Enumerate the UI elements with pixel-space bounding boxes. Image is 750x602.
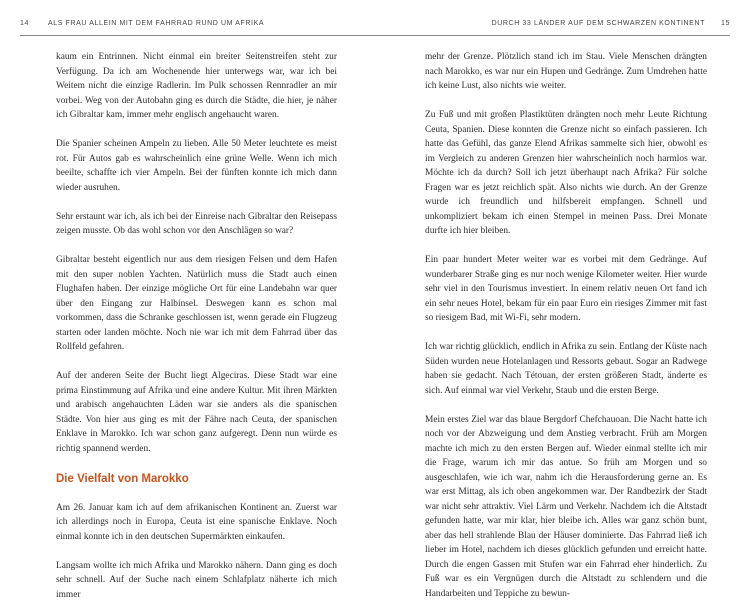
paragraph: Auf der anderen Seite der Bucht liegt Algeciras. Diese Stadt war eine prima Einstimmung auf Afrika und eine andere Kultur. Mit ihren Märkten und arabisch angehauchten Läden war sie anders als die spanischen Städte. Von hier aus ging es mit der Fähre nach Ceuta, der spanischen Enklave in Marokko. Ich war schon ganz aufgeregt. Denn nun würde es richtig spannend werden. — [56, 369, 337, 456]
paragraph: Sehr erstaunt war ich, als ich bei der Einreise nach Gibraltar den Reisepass zeigen musste. Ob das wohl schon vor den Anschlägen so war? — [56, 210, 337, 239]
paragraph: Langsam wollte ich mich Afrika und Marokko nähern. Dann ging es doch sehr schnell. Auf der Suche nach einem Schlafplatz näherte ich mich immer — [56, 559, 337, 602]
paragraph: Ein paar hundert Meter weiter war es vorbei mit dem Gedränge. Auf wunderbarer Straße ging es nur noch wenige Kilometer weiter. Hier wurde sehr viel in den Tourismus investiert. In einem relativ neuen Ort fand ich ein sehr neues Hotel, bekam für ein paar Euro ein riesiges Zimmer mit fast so riesigem Bad, mit Wi-Fi, sehr modern. — [425, 253, 707, 326]
running-head-right: DURCH 33 LÄNDER AUF DEM SCHWARZEN KONTINENT — [492, 20, 705, 27]
paragraph: mehr der Grenze. Plötzlich stand ich im Stau. Viele Menschen drängten nach Marokko, es war nur ein Hupen und Gedränge. Zum Umdrehen hatte ich keine Lust, also nichts wie weiter. — [425, 50, 707, 94]
paragraph: Die Spanier scheinen Ampeln zu lieben. Alle 50 Meter leuchtete es meist rot. Für Autos gab es wahrscheinlich eine grüne Welle. Wenn ich mich beeilte, schaffte ich vier Ampeln. Bei der fünften konnte ich mich dann wieder ausruhen. — [56, 137, 337, 195]
paragraph: Gibraltar besteht eigentlich nur aus dem riesigen Felsen und dem Hafen mit den super noblen Yachten. Natürlich muss die Stadt auch einen Flughafen haben. Der einzige mögliche Ort für eine Landebahn war quer über den Eingang zur Halbinsel. Deswegen kann es schon mal vorkommen, dass die Schranke geschlossen ist, wenn gerade ein Flugzeug starten oder landen möchte. Noch nie war ich mit dem Fahrrad über das Rollfeld gefahren. — [56, 253, 337, 355]
paragraph: Zu Fuß und mit großen Plastiktüten drängten noch mehr Leute Richtung Ceuta, Spanien. Diese konnten die Grenze nicht so einfach passieren. Ich hatte das Gefühl, das ganze Elend Afrikas sammelte sich hier, obwohl es im Vergleich zu anderen Grenzen hier wahrscheinlich noch harmlos war. Möchte ich da durch? Soll ich jetzt überhaupt nach Afrika? Für solche Fragen war es jetzt reichlich spät. Also nichts wie durch. An der Grenze wurde ich freundlich und hilfsbereit empfangen. Schnell und unkompliziert bekam ich einen Stempel in meinen Pass. Drei Monate durfte ich hier bleiben. — [425, 108, 707, 239]
right-page — [375, 0, 750, 536]
paragraph: Am 26. Januar kam ich auf dem afrikanischen Kontinent an. Zuerst war ich allerdings noch in Europa, Ceuta ist eine spanische Enklave. Noch einmal konnte ich in den deutschen Supermärkten einkaufen. — [56, 501, 337, 545]
paragraph: kaum ein Entrinnen. Nicht einmal ein breiter Seitenstreifen steht zur Verfügung. Da ich am Wochenende hier unterwegs war, war ich bei Weitem nicht die einzige Radlerin. Im Pulk schossen Rennradler an mir vorbei. Weg von der Autobahn ging es durch die Städte, die hier, je näher ich Gibraltar kam, immer mehr englisch angehaucht waren. — [56, 50, 337, 123]
header-rule-left — [20, 35, 375, 36]
page-number-left: 14 — [20, 20, 29, 27]
left-page — [0, 0, 375, 536]
header-rule-right — [375, 35, 730, 36]
paragraph: Mein erstes Ziel war das blaue Bergdorf Chefchauoan. Die Nacht hatte ich noch vor der Abzweigung und dem Anstieg verbracht. Früh am Morgen machte ich mich zu den ersten Bergen auf. Wieder einmal stellte ich mir die Frage, warum ich mir das antue. So früh am Morgen und so ausgeschlafen, wie ich war, nahm ich die Herausforderung gerne an. Es war erst Mittag, als ich oben angekommen war. Der Randbezirk der Stadt war nicht sehr attraktiv. Viel Lärm und Verkehr. Nachdem ich die Altstadt gefunden hatte, war mir klar, hier bleibe ich. Alles war ganz schön bunt, aber das hell strahlende Blau der Häuser dominierte. Das Fahrrad ließ ich lieber im Hotel, nachdem ich dieses glücklich gefunden und erreicht hatte. Durch die engen Gassen mit Stufen war ein Fahrrad eher hinderlich. Zu Fuß war es ein Vergnügen durch die Altstadt zu schlendern und die Handarbeiten und Teppiche zu bewun- — [425, 413, 707, 602]
page-number-right: 15 — [721, 20, 730, 27]
text-column-left — [56, 50, 337, 602]
paragraph: Ich war richtig glücklich, endlich in Afrika zu sein. Entlang der Küste nach Süden wurden neue Hotelanlagen und Ressorts gebaut. Sogar an Radwege haben sie gedacht. Nach Tétouan, der ersten größeren Stadt, änderte es sich. Auf einmal war viel Verkehr, Staub und die ersten Berge. — [425, 340, 707, 398]
section-heading: Die Vielfalt von Marokko — [56, 471, 337, 487]
text-column-right — [425, 50, 707, 601]
running-head-left: ALS FRAU ALLEIN MIT DEM FAHRRAD RUND UM AFRIKA — [48, 20, 264, 27]
